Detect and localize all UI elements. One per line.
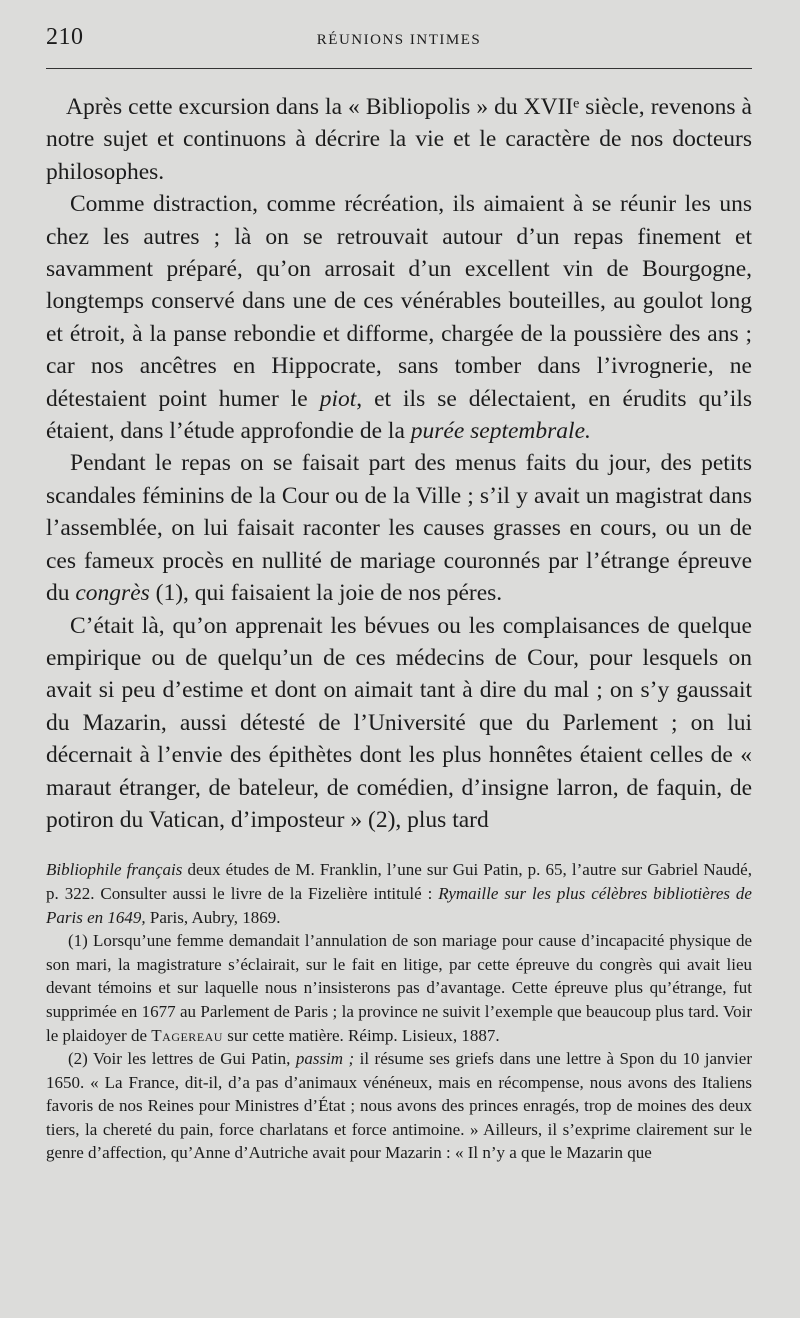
footnote-continuation: [46, 858, 752, 929]
page-number: 210: [46, 24, 84, 50]
paragraph-4: C’était là, qu’on apprenait les bévues ou les complaisances de quelque empirique ou de quelqu’un de ces médecins de Cour, pour lesquels on avait si peu d’estime et dont on aimait tant à dire du mal ; on s’y gaussait du Mazarin, aussi détesté de l’Université que du Parlement ; on lui décernait à l’envie des épithètes dont les plus honnêtes étaient celles de « maraut étranger, de bateleur, de comédien, d’insigne larron, de faquin, de potiron du Vatican, d’imposteur » (2), plus tard: [46, 612, 752, 833]
footnote-1-text-a: (1) Lorsqu’une femme demandait l’annulation de son mariage pour cause d’incapacité physique de son mari, la magistrature s’éclairait, sur le fait en litige, par cette épreuve du congrès qui avait lieu devant témoins et sur laquelle nous n’insisterons pas d’avantage. Cette épreuve plus qu’étrange, fut supprimée en 1677 au Parlement de Paris ; la province ne suivit l’exemple que beaucoup plus tard. Voir le plaidoyer de: [46, 931, 752, 1045]
main-text: [46, 91, 752, 836]
footnote-2-text-a: (2) Voir les lettres de Gui Patin,: [68, 1049, 296, 1069]
paragraph-2-text-a: Comme distraction, comme récréation, ils aimaient à se réunir les uns chez les autres ; là on se retrouvait autour d’un repas finement et savamment préparé, qu’on arrosait d’un excellent vin de Bourgogne, longtemps conservé dans une de ces vénérables bouteilles, au goulot long et étroit, à la panse rebondie et difforme, chargée de la poussière des ans ; car nos ancêtres en Hippocrate, sans tomber dans l’ivrognerie, ne détestaient point humer le: [46, 191, 752, 412]
footnote-1-smallcaps: Tagereau: [151, 1025, 223, 1045]
footnote-2-text-b: il résume ses griefs dans une lettre à Spon du 10 janvier 1650. « La France, dit-il, d’a pas d’animaux vénéneux, mais en récompense, nous avons des Italiens favoris de nos Reines pour Ministres d’État ; nous avons des princes enragés, trop de moines des deux tiers, la chereté du pain, force charlatans et force antimoine. » Ailleurs, il s’exprime clairement sur le genre d’affection, qu’Anne d’Autriche avait pour Mazarin : « Il n’y a que le Mazarin que: [46, 1049, 752, 1163]
paragraph-2-text-b: , et ils se délectaient, en érudits qu’ils étaient, dans l’étude approfondie de la: [46, 385, 752, 445]
paragraph-3: [46, 447, 752, 609]
footnote-1-text-b: sur cette matière. Réimp. Lisieux, 1887.: [222, 1025, 500, 1045]
header-rule: [46, 68, 752, 69]
paragraph-2-italic-piot: piot: [319, 385, 357, 412]
page-header: [46, 24, 752, 60]
footnote-0-text-b: Paris, Aubry, 1869.: [145, 907, 281, 927]
footnote-0-italic-b: Rymaille sur les plus célèbres bibliotières de Paris en 1649,: [46, 883, 752, 927]
footnotes: [46, 858, 752, 1165]
footnote-0-text-a: deux études de M. Franklin, l’une sur Gui Patin, p. 65, l’autre sur Gabriel Naudé, p. 322. Consulter aussi le livre de la Fizelière intitulé :: [46, 860, 752, 903]
paragraph-3-italic-congres: congrès: [75, 580, 150, 607]
paragraph-3-text-a: Pendant le repas on se faisait part des menus faits du jour, des petits scandales féminins de la Cour ou de la Ville ; s’il y avait un magistrat dans l’assemblée, on lui faisait raconter les causes grasses en cours, ou un de ces fameux procès en nullité de mariage couronnés par l’étrange épreuve du: [46, 450, 752, 607]
running-head: RÉUNIONS INTIMES: [316, 32, 482, 48]
footnote-2-italic: passim ;: [295, 1049, 355, 1069]
paragraph-1: Après cette excursion dans la « Bibliopolis » du XVIIᵉ siècle, revenons à notre sujet et continuons à décrire la vie et le caractère de nos docteurs philosophes.: [46, 94, 752, 185]
footnote-0-italic-a: Bibliophile français: [46, 860, 183, 880]
footnote-1: [46, 929, 752, 1047]
footnote-2: [46, 1047, 752, 1165]
paragraph-2-italic-puree: purée septembrale.: [410, 418, 591, 445]
paragraph-3-text-b: (1), qui faisaient la joie de nos péres.: [149, 580, 503, 607]
paragraph-2: [46, 188, 752, 447]
